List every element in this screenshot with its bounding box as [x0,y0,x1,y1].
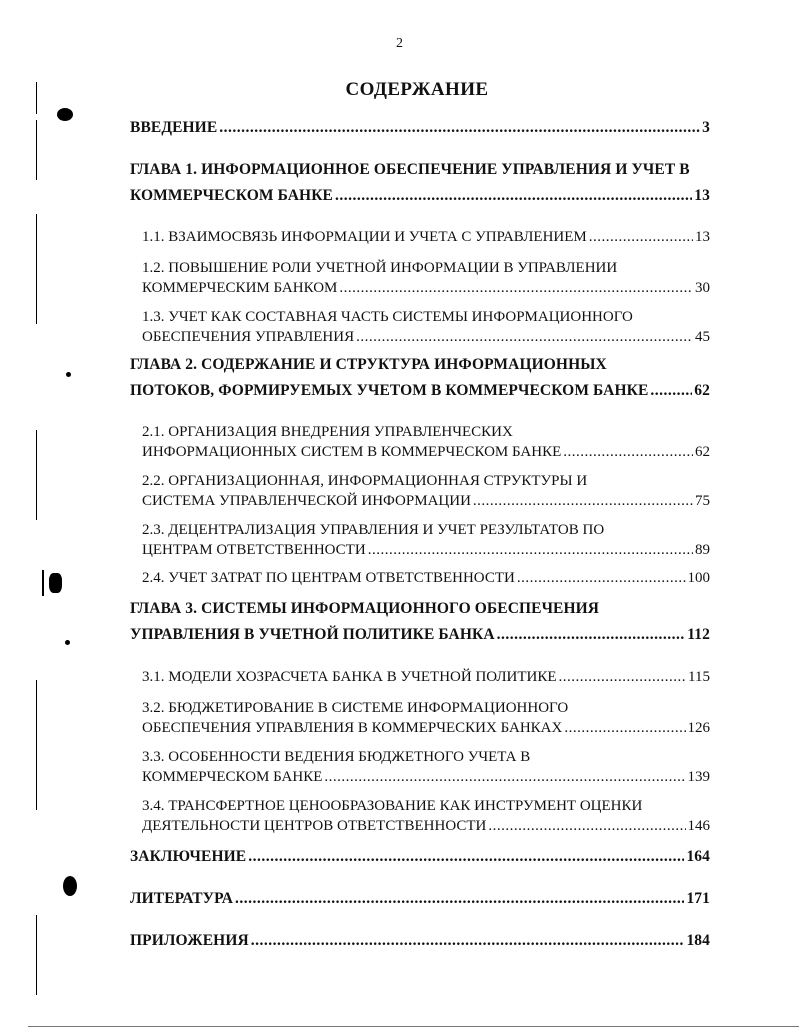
scan-margin-line [36,430,37,520]
dot-leader [235,888,684,910]
dot-leader [248,846,684,868]
toc-entry-section-1-2[interactable] [142,258,710,298]
toc-entry-section-2-3[interactable] [142,520,710,560]
toc-entry-title: ГЛАВА 1. ИНФОРМАЦИОННОЕ ОБЕСПЕЧЕНИЕ УПРАВЛЕНИЯ И УЧЕТ В [130,161,690,178]
toc-page-number: 62 [695,444,710,460]
dot-leader [589,226,693,248]
page-number: 2 [396,36,403,51]
toc-entry-title: 3.1. МОДЕЛИ ХОЗРАСЧЕТА БАНКА В УЧЕТНОЙ ПОЛИТИКЕ [142,669,557,685]
toc-entry-title: 2.4. УЧЕТ ЗАТРАТ ПО ЦЕНТРАМ ОТВЕТСТВЕННОСТИ [142,570,515,586]
scan-bottom-edge [28,1026,799,1027]
scan-blot [49,573,62,593]
toc-entry-title: 1.1. ВЗАИМОСВЯЗЬ ИНФОРМАЦИИ И УЧЕТА С УПРАВЛЕНИЕМ [142,229,587,245]
toc-entry-title: ИНФОРМАЦИОННЫХ СИСТЕМ В КОММЕРЧЕСКОМ БАНКЕ [142,444,562,460]
scan-blot [57,108,73,121]
scan-dot [65,640,70,645]
toc-entry-title: КОММЕРЧЕСКИМ БАНКОМ [142,280,338,296]
toc-entry-title: 1.3. УЧЕТ КАК СОСТАВНАЯ ЧАСТЬ СИСТЕМЫ ИНФОРМАЦИОННОГО [142,309,633,325]
scan-dot [66,372,71,377]
toc-page-number: 184 [686,932,710,949]
page-title: СОДЕРЖАНИЕ [345,79,489,100]
toc-entry-title: ЗАКЛЮЧЕНИЕ [130,848,247,865]
dot-leader [356,327,693,347]
scan-margin-line [42,570,44,596]
toc-entry-title: ЛИТЕРАТУРА [130,890,233,907]
toc-entry-title: ГЛАВА 2. СОДЕРЖАНИЕ И СТРУКТУРА ИНФОРМАЦИОННЫХ [130,356,607,373]
toc-entry-title: ПРИЛОЖЕНИЯ [130,932,249,949]
toc-entry-title: 3.3. ОСОБЕННОСТИ ВЕДЕНИЯ БЮДЖЕТНОГО УЧЕТА В [142,749,531,765]
toc-entry-introduction[interactable] [130,117,710,139]
toc-entry-title: 3.4. ТРАНСФЕРТНОЕ ЦЕНООБРАЗОВАНИЕ КАК ИНСТРУМЕНТ ОЦЕНКИ [142,798,643,814]
toc-entry-title: ОБЕСПЕЧЕНИЯ УПРАВЛЕНИЯ В КОММЕРЧЕСКИХ БАНКАХ [142,720,563,736]
toc-entry-section-2-4[interactable] [142,567,710,589]
toc-entry-section-3-3[interactable] [142,747,710,787]
toc-entry-chapter-3[interactable] [130,596,710,648]
scan-margin-line [36,82,37,114]
toc-entry-appendices[interactable] [130,930,710,952]
scan-margin-line [36,680,37,810]
toc-entry-section-2-2[interactable] [142,471,710,511]
dot-leader [517,567,686,589]
dot-leader [219,117,700,139]
toc-entry-title: ГЛАВА 3. СИСТЕМЫ ИНФОРМАЦИОННОГО ОБЕСПЕЧЕНИЯ [130,600,600,617]
scan-blot [63,876,77,896]
toc-page-number: 13 [694,187,710,204]
dot-leader [368,540,693,560]
scan-margin-line [36,915,37,995]
toc-entry-title: ЦЕНТРАМ ОТВЕТСТВЕННОСТИ [142,542,366,558]
dot-leader [324,767,685,787]
toc-entry-section-3-1[interactable] [142,666,710,688]
toc-page-number: 164 [686,848,710,865]
toc-entry-title: 1.2. ПОВЫШЕНИЕ РОЛИ УЧЕТНОЙ ИНФОРМАЦИИ В УПРАВЛЕНИИ [142,260,618,276]
toc-page-number: 112 [687,626,710,643]
toc-entry-title: 2.1. ОРГАНИЗАЦИЯ ВНЕДРЕНИЯ УПРАВЛЕНЧЕСКИХ [142,424,513,440]
dot-leader [563,442,693,462]
toc-page-number: 30 [695,280,710,296]
toc-page-number: 171 [686,890,710,907]
dot-leader [497,622,686,648]
dot-leader [650,378,692,404]
toc-entry-title: ВВЕДЕНИЕ [130,119,218,136]
dot-leader [473,491,693,511]
scan-margin-line [36,214,37,324]
toc-entry-section-3-2[interactable] [142,698,710,738]
scan-margin-line [36,120,37,180]
dot-leader [559,666,687,688]
toc-page-number: 115 [688,669,710,685]
dot-leader [335,183,692,209]
toc-entry-title: ПОТОКОВ, ФОРМИРУЕМЫХ УЧЕТОМ В КОММЕРЧЕСКОМ БАНКЕ [130,382,649,399]
toc-entry-conclusion[interactable] [130,846,710,868]
dot-leader [251,930,685,952]
toc-entry-section-1-3[interactable] [142,307,710,347]
toc-page-number: 146 [687,818,710,834]
toc-entry-title: ОБЕСПЕЧЕНИЯ УПРАВЛЕНИЯ [142,329,355,345]
toc-entry-title: КОММЕРЧЕСКОМ БАНКЕ [142,769,323,785]
toc-entry-title: КОММЕРЧЕСКОМ БАНКЕ [130,187,333,204]
dot-leader [564,718,685,738]
toc-entry-section-1-1[interactable] [142,226,710,248]
toc-entry-section-3-4[interactable] [142,796,710,836]
toc-entry-title: ДЕЯТЕЛЬНОСТИ ЦЕНТРОВ ОТВЕТСТВЕННОСТИ [142,818,487,834]
dot-leader [339,278,693,298]
toc-entry-title: СИСТЕМА УПРАВЛЕНЧЕСКОЙ ИНФОРМАЦИИ [142,493,471,509]
toc-page-number: 45 [695,329,710,345]
dot-leader [488,816,685,836]
toc-entry-title: 2.3. ДЕЦЕНТРАЛИЗАЦИЯ УПРАВЛЕНИЯ И УЧЕТ РЕЗУЛЬТАТОВ ПО [142,522,605,538]
toc-entry-literature[interactable] [130,888,710,910]
toc-page-number: 3 [702,119,710,136]
toc-page-number: 89 [695,542,710,558]
toc-page-number: 139 [687,769,710,785]
toc-page-number: 75 [695,493,710,509]
toc-entry-title: 3.2. БЮДЖЕТИРОВАНИЕ В СИСТЕМЕ ИНФОРМАЦИОННОГО [142,700,569,716]
toc-entry-chapter-2[interactable] [130,352,710,404]
toc-entry-section-2-1[interactable] [142,422,710,462]
toc-entry-chapter-1[interactable] [130,157,710,209]
toc-page-number: 126 [687,720,710,736]
toc-page-number: 62 [694,382,710,399]
toc-page-number: 13 [695,229,710,245]
toc-page-number: 100 [687,570,710,586]
toc-entry-title: 2.2. ОРГАНИЗАЦИОННАЯ, ИНФОРМАЦИОННАЯ СТРУКТУРЫ И [142,473,588,489]
toc-entry-title: УПРАВЛЕНИЯ В УЧЕТНОЙ ПОЛИТИКЕ БАНКА [130,626,495,643]
